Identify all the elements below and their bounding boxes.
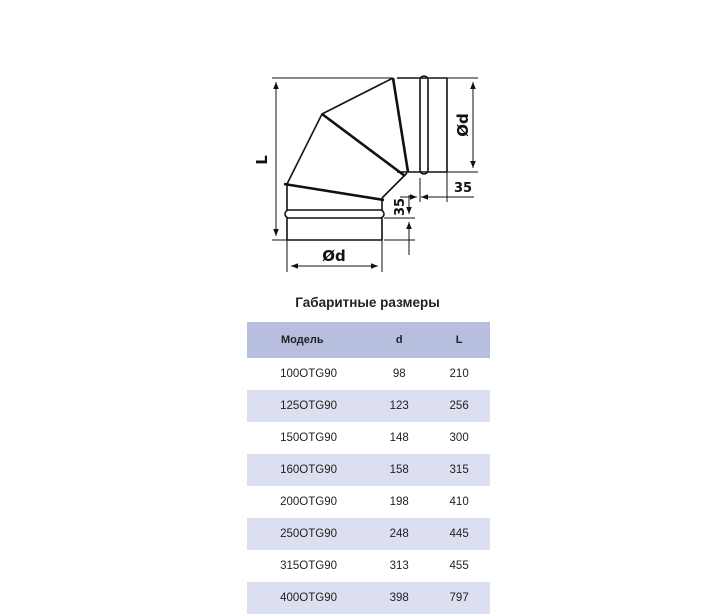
top-collar-label: 35 — [453, 181, 473, 196]
cell-model: 125OTG90 — [247, 390, 370, 422]
cell-l: 300 — [449, 432, 469, 444]
table-row — [247, 582, 490, 614]
cell-d: 248 — [370, 518, 428, 550]
cell-d: 148 — [389, 432, 409, 444]
cell-l: 445 — [428, 518, 490, 550]
table-row — [247, 358, 490, 390]
table-row — [247, 422, 490, 454]
cell-l: 455 — [449, 560, 469, 572]
cell-d: 123 — [370, 390, 428, 422]
cell-model: 150OTG90 — [280, 432, 338, 444]
right-diameter-label: Ød — [454, 113, 472, 137]
cell-model: 160OTG90 — [247, 454, 370, 486]
cell-model: 315OTG90 — [280, 560, 338, 572]
length-label: L — [253, 155, 271, 165]
cell-d: 198 — [389, 496, 409, 508]
cell-model: 250OTG90 — [247, 518, 370, 550]
cell-d: 98 — [392, 368, 406, 380]
cell-l: 410 — [449, 496, 469, 508]
table-title: Габаритные размеры — [295, 295, 440, 310]
cell-model: 200OTG90 — [280, 496, 338, 508]
table-header-row — [247, 322, 490, 358]
table-row — [247, 518, 490, 550]
cell-l: 315 — [428, 454, 490, 486]
cell-model: 100OTG90 — [280, 368, 338, 380]
elbow-drawing — [0, 0, 717, 290]
bottom-diameter-label: Ød — [322, 247, 346, 265]
cell-model: 400OTG90 — [247, 582, 370, 614]
cell-d: 398 — [370, 582, 428, 614]
elbow-pipe — [284, 76, 447, 240]
cell-d: 313 — [389, 560, 409, 572]
header-model: Модель — [247, 322, 370, 358]
table-row — [247, 486, 490, 518]
dimensions-table — [247, 322, 490, 614]
cell-l: 797 — [428, 582, 490, 614]
cell-d: 158 — [370, 454, 428, 486]
bottom-collar-label: 35 — [393, 197, 408, 217]
header-l: L — [428, 322, 490, 358]
header-d: d — [370, 322, 428, 358]
cell-l: 210 — [449, 368, 469, 380]
table-row — [247, 390, 490, 422]
cell-l: 256 — [428, 390, 490, 422]
table-row — [247, 550, 490, 582]
table-row — [247, 454, 490, 486]
